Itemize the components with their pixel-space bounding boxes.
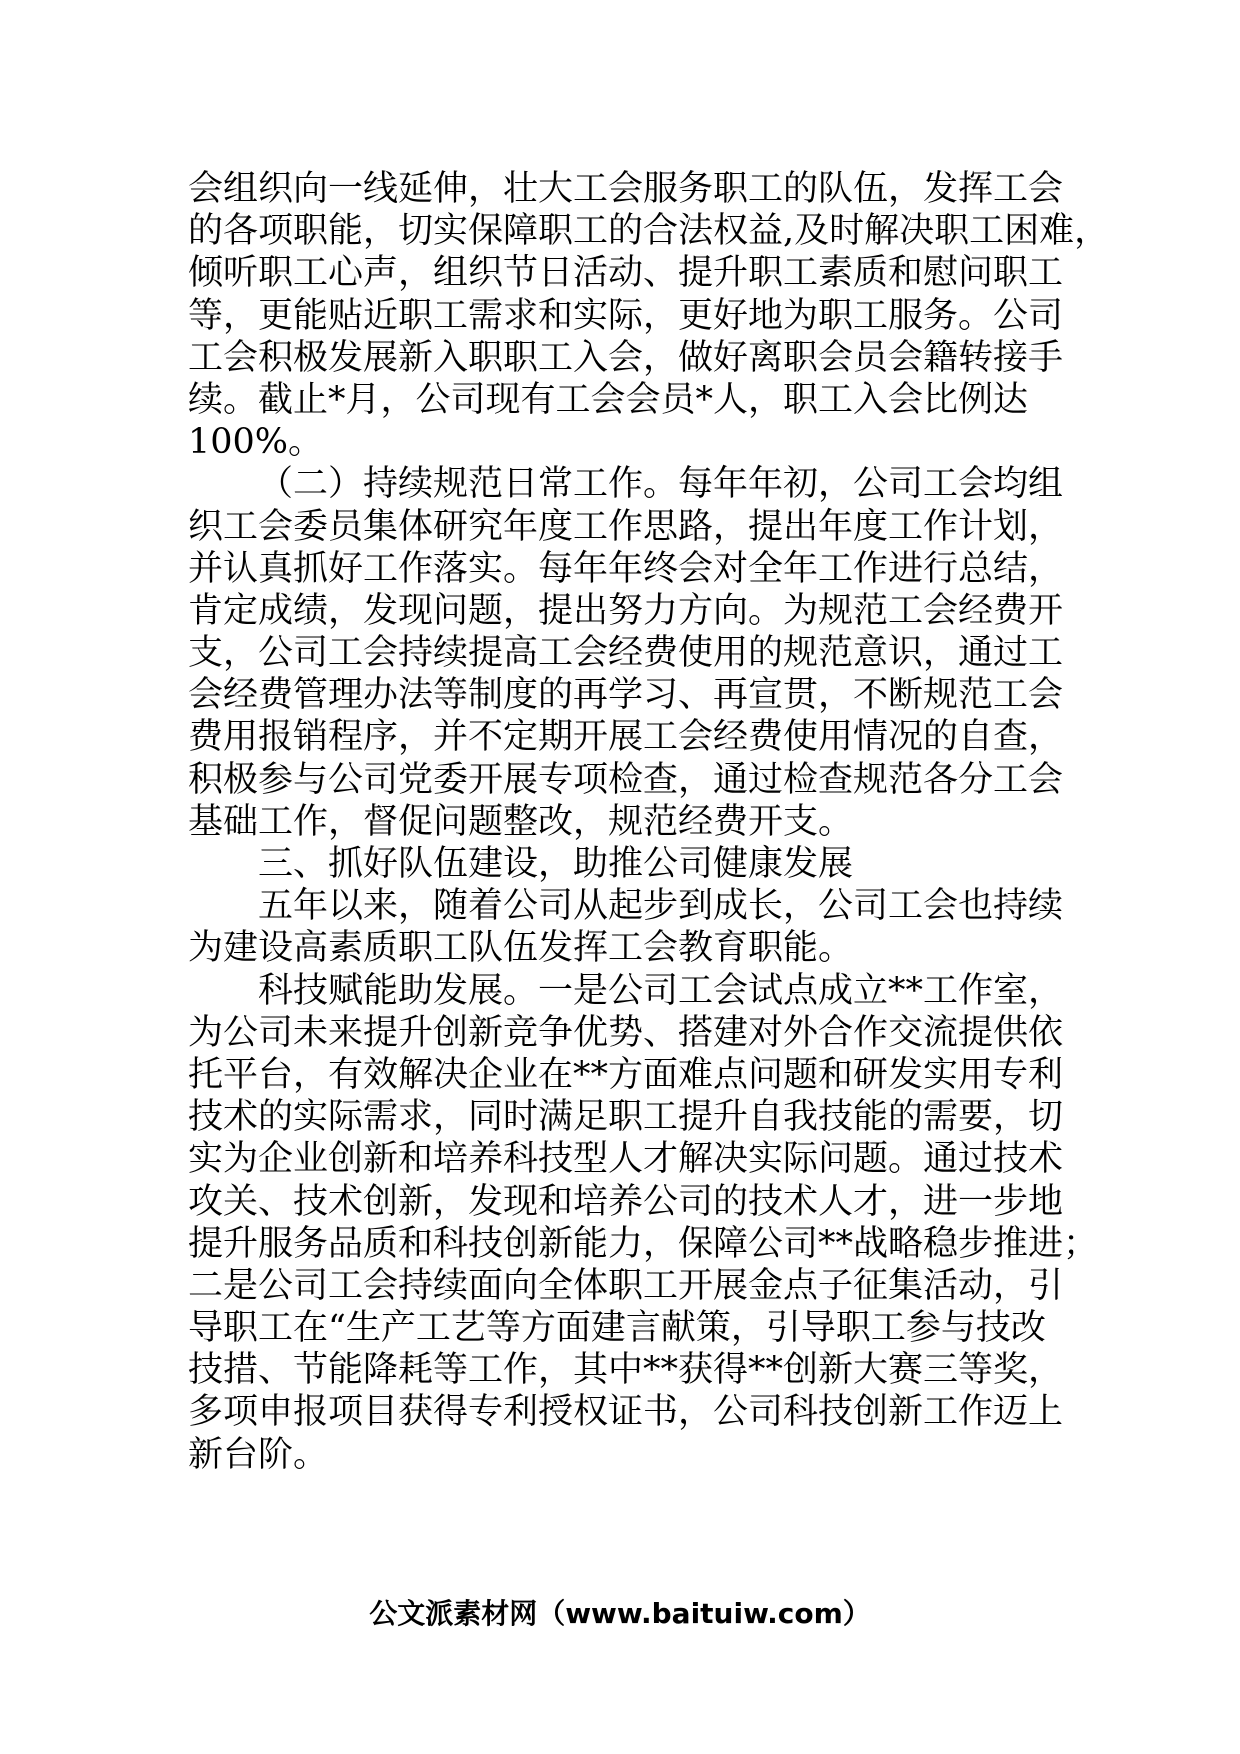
footer-watermark: 公文派素材网（www.baituiw.com） bbox=[369, 1597, 871, 1630]
text-line: 等，更能贴近职工需求和实际，更好地为职工服务。公司 bbox=[188, 295, 1064, 336]
text-line: 提升服务品质和科技创新能力，保障公司**战略稳步推进； bbox=[188, 1223, 1099, 1264]
text-line: 的各项职能，切实保障职工的合法权益,及时解决职工困难， bbox=[188, 211, 1110, 252]
text-line: 费用报销程序，并不定期开展工会经费使用情况的自查， bbox=[188, 717, 1064, 758]
section-heading-3: 三、抓好队伍建设，助推公司健康发展 bbox=[258, 844, 854, 884]
text-line: 续。截止*月，公司现有工会会员*人，职工入会比例达 bbox=[188, 379, 1029, 420]
document-body bbox=[188, 168, 1110, 1476]
text-line: 肯定成绩，发现问题，提出努力方向。为规范工会经费开 bbox=[188, 590, 1064, 631]
text-line: 新台阶。 bbox=[188, 1434, 329, 1475]
text-line: 技术的实际需求，同时满足职工提升自我技能的需要，切 bbox=[188, 1097, 1064, 1138]
text-line: 托平台，有效解决企业在**方面难点问题和研发实用专利 bbox=[188, 1054, 1064, 1095]
text-line: 多项申报项目获得专利授权证书，公司科技创新工作迈上 bbox=[188, 1392, 1064, 1433]
text-line: 工会积极发展新入职职工入会，做好离职会员会籍转接手 bbox=[188, 337, 1064, 378]
text-line: 攻关、技术创新，发现和培养公司的技术人才，进一步地 bbox=[188, 1181, 1064, 1222]
text-line: 会组织向一线延伸，壮大工会服务职工的队伍，发挥工会 bbox=[188, 169, 1064, 209]
text-line: 织工会委员集体研究年度工作思路，提出年度工作计划， bbox=[188, 506, 1064, 547]
text-line: 会经费管理办法等制度的再学习、再宣贯，不断规范工会 bbox=[188, 675, 1064, 716]
text-line: 科技赋能助发展。一是公司工会试点成立**工作室， bbox=[258, 970, 1064, 1011]
text-line: 导职工在“生产工艺等方面建言献策，引导职工参与技改 bbox=[188, 1308, 1046, 1349]
section-heading-2: （二）持续规范日常工作。每年年初，公司工会均组 bbox=[258, 464, 1064, 505]
text-line: 倾听职工心声，组织节日活动、提升职工素质和慰问职工 bbox=[188, 253, 1064, 294]
text-line: 并认真抓好工作落实。每年年终会对全年工作进行总结， bbox=[188, 548, 1064, 589]
text-line: 积极参与公司党委开展专项检查，通过检查规范各分工会 bbox=[188, 759, 1064, 800]
text-line: 五年以来，随着公司从起步到成长，公司工会也持续 bbox=[258, 886, 1064, 927]
text-line: 二是公司工会持续面向全体职工开展金点子征集活动，引 bbox=[188, 1265, 1064, 1306]
text-line: 为公司未来提升创新竞争优势、搭建对外合作交流提供依 bbox=[188, 1012, 1064, 1053]
text-line: 支，公司工会持续提高工会经费使用的规范意识，通过工 bbox=[188, 633, 1064, 674]
text-line: 实为企业创新和培养科技型人才解决实际问题。通过技术 bbox=[188, 1139, 1064, 1180]
text-line: 基础工作，督促问题整改，规范经费开支。 bbox=[188, 801, 854, 842]
text-line: 100%。 bbox=[188, 422, 324, 463]
text-line: 技措、节能降耗等工作，其中**获得**创新大赛三等奖， bbox=[188, 1350, 1064, 1391]
text-line: 为建设高素质职工队伍发挥工会教育职能。 bbox=[188, 928, 854, 969]
